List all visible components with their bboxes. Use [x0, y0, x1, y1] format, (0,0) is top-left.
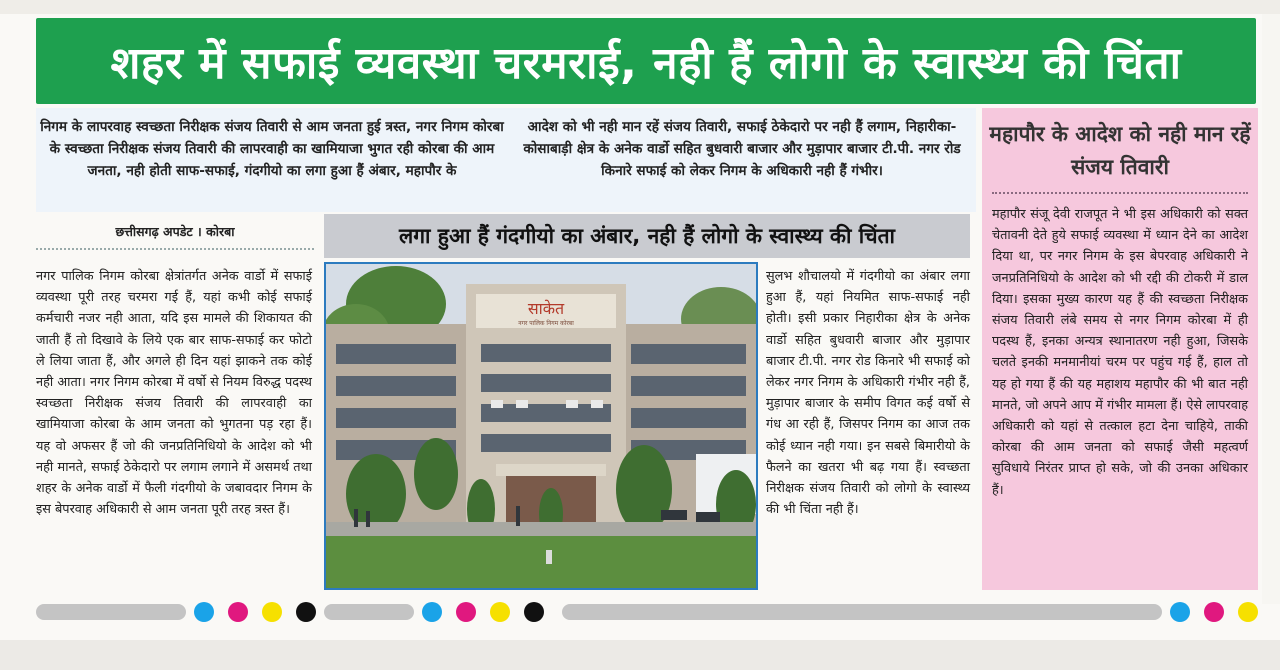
- headline: शहर में सफाई व्यवस्था चरमराई, नही हैं लोगो के स्वास्थ्य की चिंता: [110, 38, 1182, 89]
- registration-dot-cyan-3: [1170, 602, 1190, 622]
- building-photo-illustration: [326, 264, 756, 588]
- article-body-left-column: नगर पालिक निगम कोरबा क्षेत्रांतर्गत अनेक वार्डो में सफाई व्यवस्था पूरी तरह चरमरा गई हैं, यहां कभी कोई सफाई कर्मचारी नजर नही आता, यदि इस मामले की शिकायत की जाती हैं तो दिखावे के लिये एक बार साफ-सफाई कर फोटो ले लिया जाता हैं, और अगले ही दिन यहां झाकने तक कोई नही आता। नगर निगम कोरबा में वर्षो से नियम विरुद्ध पदस्थ स्वच्छता निरीक्षक संजय तिवारी की लापरवाही का खामियाजा कोरबा के आम जनता को भुगतना पड़ रहा हैं। यह वो अफसर हैं जो की जनप्रतिनिधियो के आदेश को भी नही मानते, सफाई ठेकेदारो पर लगाम लगाने में असमर्थ तथा शहर के अनेक वार्डो में फैली गंदगीयो के जबावदार निगम के इस बेपरवाह अधिकारी से आम जनता पूरी तरह त्रस्त हैं।: [36, 269, 312, 518]
- sidebar-divider: [992, 192, 1248, 194]
- news-photo-municipal-building: [324, 262, 758, 590]
- subheadline-banner: [324, 214, 970, 258]
- lead-summary-box: [36, 108, 976, 212]
- registration-dot-magenta-2: [456, 602, 476, 622]
- lead-summary-right: आदेश को भी नही मान रहें संजय तिवारी, सफाई ठेकेदारो पर नही हैं लगाम, निहारीका-कोसाबाड़ी क्षेत्र के अनेक वार्डो सहित बुधवारी बाजार और मुड़ापार बाजार टी.पी. नगर रोड किनारे सफाई को लेकर निगम के अधिकारी नही हैं गंभीर।: [523, 119, 961, 179]
- sidebar-box: [982, 108, 1258, 590]
- registration-dot-black-1: [296, 602, 316, 622]
- article-body-middle-column: सुलभ शौचालयो में गंदगीयो का अंबार लगा हुआ हैं, यहां नियमित साफ-सफाई नही होती। इसी प्रकार निहारीका क्षेत्र के अनेक वार्डो सहित बुधवारी बाजार और मुड़ापार बाजार टी.पी. नगर रोड किनारे भी सफाई को लेकर नगर निगम के अधिकारी गंभीर नही हैं, मुड़ापार बाजार के समीप विगत कई वर्षो से गंध आ रही हैं, जिसपर निगम का आज तक कोई ध्यान नही गया। इन सबसे बिमारीयो के फैलने का खतरा भी बढ़ गया हैं। स्वच्छता निरीक्षक संजय तिवारी को लोगो के स्वास्थ्य की भी चिंता नही हैं।: [766, 269, 970, 518]
- registration-bar-3: [562, 604, 1162, 620]
- registration-dot-black-2: [524, 602, 544, 622]
- registration-dot-yellow-1: [262, 602, 282, 622]
- registration-bar-1: [36, 604, 186, 620]
- adjacent-page-edge: [1262, 14, 1280, 604]
- dateline: छत्तीसगढ़ अपडेट । कोरबा: [36, 220, 314, 250]
- headline-banner: [36, 18, 1256, 104]
- building-sign: साकेत: [527, 299, 565, 318]
- registration-dot-magenta-3: [1204, 602, 1224, 622]
- subheadline: लगा हुआ हैं गंदगीयो का अंबार, नही हैं लोगो के स्वास्थ्य की चिंता: [399, 224, 895, 248]
- sidebar-title: महापौर के आदेश को नही मान रहें संजय तिवारी: [989, 122, 1251, 179]
- registration-dot-cyan-2: [422, 602, 442, 622]
- bottom-margin: [0, 640, 1280, 670]
- registration-bar-2: [324, 604, 414, 620]
- building-subsign: नगर पालिक निगम कोरबा: [518, 320, 574, 327]
- registration-dot-yellow-2: [490, 602, 510, 622]
- registration-dot-yellow-3: [1238, 602, 1258, 622]
- top-margin: [0, 0, 1280, 14]
- sidebar-text: महापौर संजू देवी राजपूत ने भी इस अधिकारी को सक्त चेतावनी देते हुये सफाई व्यवस्था में ध्यान देने का आदेश दिया था, पर नगर निगम के इस बेपरवाह अधिकारी ने जनप्रतिनिधियो के आदेश को भी रद्दी की टोकरी में डाल दिया। इसका मुख्य कारण यह हैं की स्वच्छता निरीक्षक संजय तिवारी लंबे समय से नगर निगम कोरबा में ही पदस्थ हैं, इनका अन्यत्र स्थानातरण नही हुआ, जिसके चलते इनकी मनमानीयां चरम पर पहुंच गई हैं, हाल तो यह हो गया हैं की यह महाशय महापौर की भी बात नही मानते, जो अपने आप में गंभीर मामला हैं। ऐसे लापरवाह अधिकारी को यहां से तत्काल हटा देना चाहिये, ताकी कोरबा की आम जनता को सफाई जैसी महत्वर्ण सुविधाये निरंतर प्राप्त हो सके, जो की उनका अधिकार हैं।: [992, 207, 1248, 498]
- registration-dot-magenta-1: [228, 602, 248, 622]
- registration-dot-cyan-1: [194, 602, 214, 622]
- lead-summary-left: निगम के लापरवाह स्वच्छता निरीक्षक संजय तिवारी से आम जनता हुई त्रस्त, नगर निगम कोरबा के स्वच्छता निरीक्षक संजय तिवारी की लापरवाही का खामियाजा भुगत रही कोरबा की आम जनता, नही होती साफ-सफाई, गंदगीयो का लगा हुआ हैं अंबार, महापौर के: [40, 119, 504, 179]
